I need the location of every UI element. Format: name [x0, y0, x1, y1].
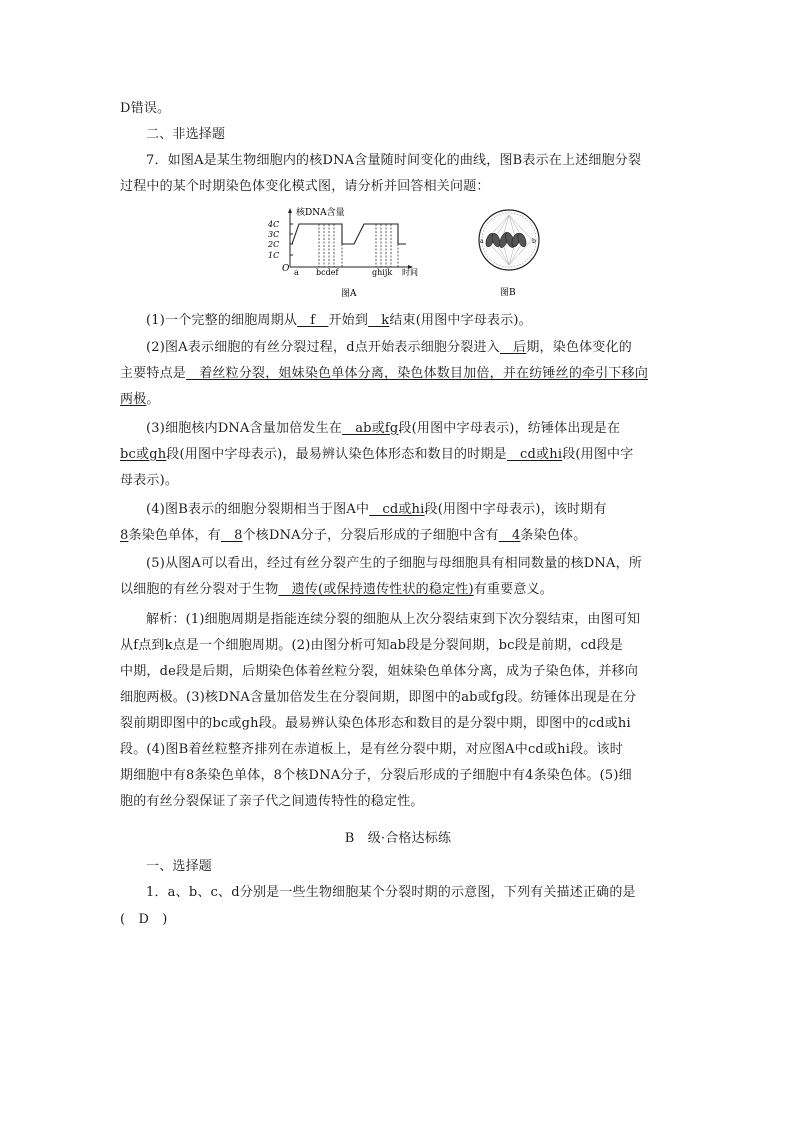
text-line: 8条染色单体，有 8个核DNA分子，分裂后形成的子细胞中含有 4条染色体。	[120, 528, 587, 543]
figure-a-caption: 图A	[341, 289, 357, 299]
figure-a-points-bcdef: bcdef	[316, 268, 339, 277]
explanation: 解析：(1)细胞周期是指能连续分裂的细胞从上次分裂结束到下次分裂结束，由图可知	[146, 612, 641, 627]
text-line: 以细胞的有丝分裂对于生物 遗传(或保持遗传性状的稳定性)有重要意义。	[120, 582, 553, 597]
answer-2: (2)图A表示细胞的有丝分裂过程，d点开始表示细胞分裂进入 后期，染色体变化的	[146, 340, 632, 355]
figure-a-tick: 3C	[268, 230, 280, 239]
text-line: 胞的有丝分裂保证了亲子代之间遗传特性的稳定性。	[120, 794, 424, 809]
answer-3: (3)细胞核内DNA含量加倍发生在 ab或fg段(用图中字母表示)，纺锤体出现是在	[146, 421, 621, 436]
figure-a-tick: 4C	[268, 220, 280, 229]
figure-a-points-ghijk: ghijk	[372, 268, 393, 277]
text-line: 从f点到k点是一个细胞周期。(2)由图分析可知ab段是分裂间期，bc段是前期，cd段是	[120, 638, 623, 653]
figure-a-dna-curve	[262, 205, 432, 301]
text-line: 主要特点是 着丝粒分裂，姐妹染色单体分离，染色体数目加倍，并在纺锤丝的牵引下移向	[120, 366, 649, 381]
text-line: 段。(4)图B着丝粒整齐排列在赤道板上，是有丝分裂中期，对应图A中cd或hi段。该时	[120, 742, 623, 757]
figure-a-x-label: 时间	[402, 268, 418, 277]
figure-a-tick: 2C	[268, 240, 280, 249]
figure-b-caption: 图B	[500, 288, 516, 298]
text-line: 母表示)。	[120, 473, 179, 488]
figure-b-label-b: b	[532, 238, 536, 245]
text-line: 过程中的某个时期染色体变化模式图，请分析并回答相关问题：	[120, 179, 490, 194]
text-line: 细胞两极。(3)核DNA含量加倍发生在分裂间期，即图中的ab或fg段。纺锤体出现是在分	[120, 690, 637, 705]
figure-a-origin: O	[282, 264, 290, 274]
text-line: 中期，de段是后期，后期染色体着丝粒分裂，姐妹染色单体分离，成为子染色体，并移向	[120, 664, 639, 679]
question-1-answer: ( D )	[120, 912, 168, 927]
text-line: 裂前期即图中的bc或gh段。最易辨认染色体形态和数目的是分裂中期，即图中的cd或hi	[120, 716, 631, 731]
figure-a-tick: 1C	[268, 251, 280, 260]
text-line: bc或gh段(用图中字母表示)，最易辨认染色体形态和数目的时期是 cd或hi段(用图中字	[120, 447, 634, 462]
answer-1: (1)一个完整的细胞周期从 f 开始到 k结束(用图中字母表示)。	[146, 313, 532, 328]
question-1: 1．a、b、c、d分别是一些生物细胞某个分裂时期的示意图，下列有关描述正确的是	[146, 885, 636, 900]
figure-a-point-a: a	[294, 268, 299, 277]
question-7: 7．如图A是某生物细胞内的核DNA含量随时间变化的曲线，图B表示在上述细胞分裂	[146, 153, 642, 168]
text-line: D错误。	[120, 101, 171, 116]
figure-b-label-a: a	[480, 238, 484, 245]
section-heading: 一、选择题	[146, 859, 213, 874]
level-heading: B 级·合格达标练	[344, 831, 452, 846]
answer-5: (5)从图A可以看出，经过有丝分裂产生的子细胞与母细胞具有相同数量的核DNA，所	[146, 556, 642, 571]
figure-a-y-label: 核DNA含量	[296, 208, 345, 218]
text-line: 期细胞中有8条染色单体，8个核DNA分子，分裂后形成的子细胞中有4条染色体。(5)细	[120, 768, 632, 783]
answer-4: (4)图B表示的细胞分裂期相当于图A中 cd或hi段(用图中字母表示)，该时期有	[146, 502, 607, 517]
text-line: 两极。	[120, 392, 160, 407]
section-heading: 二、非选择题	[146, 127, 226, 142]
figure-b-cell-diagram	[470, 208, 548, 300]
